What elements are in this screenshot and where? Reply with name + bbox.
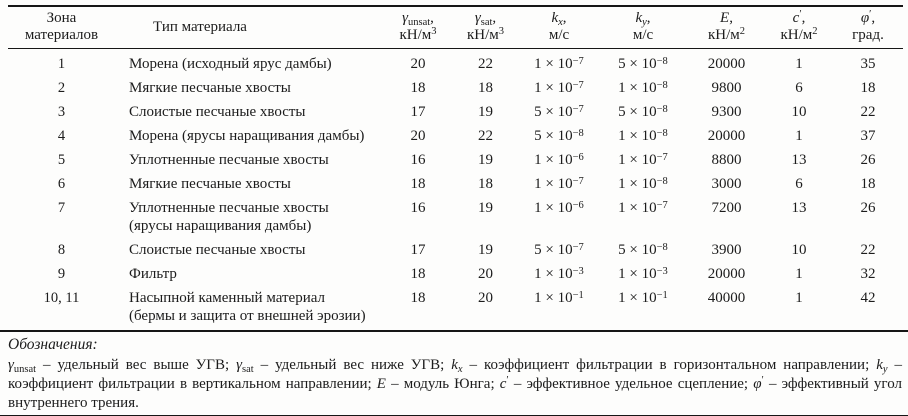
cell-kx: $1 \times 10^{-6}$	[534, 151, 584, 168]
cell-young-modulus: 3000	[711, 176, 742, 192]
cell-cohesion: 13	[791, 200, 807, 216]
cell-friction-angle: 22	[860, 104, 876, 120]
cell-gamma-sat: 18	[478, 80, 493, 96]
col-header-friction-angle: φ′, град.	[833, 6, 903, 49]
cell-zone: 3	[57, 104, 66, 120]
cell-ky: $1 \times 10^{-1}$	[618, 289, 668, 306]
cell-material-type: Слоистые песчаные хвосты	[129, 104, 306, 120]
cell-kx: $1 \times 10^{-6}$	[534, 199, 584, 216]
cell-gamma-unsat: 18	[410, 266, 426, 282]
col-header-gamma-unsat: $\gamma_{unsat}$, $кН/м^3$	[385, 6, 451, 49]
cell-young-modulus: 8800	[711, 152, 742, 168]
cell-zone: 5	[57, 152, 66, 168]
cell-zone: 7	[57, 200, 66, 216]
cell-gamma-sat: 19	[478, 152, 493, 168]
table-row	[8, 100, 903, 124]
cell-young-modulus: 20000	[707, 128, 746, 144]
cell-friction-angle: 18	[860, 80, 876, 96]
cell-gamma-sat: 20	[478, 266, 493, 282]
cell-friction-angle: 18	[860, 176, 876, 192]
table-row	[8, 49, 903, 77]
cell-gamma-unsat: 17	[410, 104, 426, 120]
table-row	[8, 76, 903, 100]
cell-ky: $5 \times 10^{-8}$	[618, 55, 668, 72]
cell-friction-angle: 42	[860, 290, 876, 306]
table-row	[8, 238, 903, 262]
notes-section	[0, 332, 908, 413]
cell-zone: 9	[57, 266, 66, 282]
cell-gamma-unsat: 17	[410, 242, 426, 258]
cell-gamma-unsat: 18	[410, 80, 426, 96]
col-header-young-modulus: E, $кН/м^2$	[688, 6, 765, 49]
cell-zone: 1	[57, 56, 66, 72]
cell-young-modulus: 9800	[711, 80, 742, 96]
notes-paragraph: $\gamma_{unsat}$ – удельный вес выше УГВ; $\gamma_{sat}$ – удельный вес ниже УГВ; $k_x$ – коэффициент фильтрации в горизонтальном направлении; $k_y$ – коэффициент фильтрации в вертикальном направлении; E – модуль Юнга; c′ – эффективное удельное сцепление; φ′ – эффективный угол внутреннего трения.	[8, 357, 902, 411]
table-row	[8, 196, 903, 238]
table-row	[8, 124, 903, 148]
cell-gamma-unsat: 20	[410, 56, 426, 72]
cell-young-modulus: 7200	[711, 200, 742, 216]
cell-cohesion: 6	[795, 176, 803, 192]
col-header-gamma-sat: $\gamma_{sat}$, $кН/м^3$	[451, 6, 520, 49]
cell-cohesion: 1	[795, 56, 803, 72]
col-header-cohesion: c′, $кН/м^2$	[765, 6, 833, 49]
cell-material-type: Насыпной каменный материал (бермы и защита от внешней эрозии)	[129, 290, 366, 324]
cell-gamma-sat: 19	[478, 242, 493, 258]
cell-material-type: Морена (ярусы наращивания дамбы)	[129, 128, 365, 144]
cell-gamma-sat: 22	[478, 56, 493, 72]
cell-zone: 10, 11	[43, 290, 80, 306]
cell-cohesion: 10	[791, 242, 807, 258]
material-properties-table	[8, 5, 903, 328]
cell-young-modulus: 20000	[707, 266, 746, 282]
cell-friction-angle: 26	[860, 152, 876, 168]
cell-gamma-unsat: 18	[410, 176, 426, 192]
cell-gamma-unsat: 20	[410, 128, 426, 144]
cell-material-type: Слоистые песчаные хвосты	[129, 242, 306, 258]
cell-friction-angle: 32	[860, 266, 876, 282]
cell-kx: $1 \times 10^{-1}$	[534, 289, 584, 306]
table-row	[8, 262, 903, 286]
table-row	[8, 286, 903, 328]
cell-young-modulus: 20000	[707, 56, 746, 72]
cell-ky: $5 \times 10^{-8}$	[618, 103, 668, 120]
cell-cohesion: 13	[791, 152, 807, 168]
cell-young-modulus: 3900	[711, 242, 742, 258]
cell-kx: $1 \times 10^{-7}$	[534, 55, 584, 72]
cell-gamma-sat: 20	[478, 290, 493, 306]
cell-ky: $1 \times 10^{-3}$	[618, 265, 668, 282]
cell-zone: 4	[57, 128, 66, 144]
cell-zone: 2	[57, 80, 66, 96]
cell-gamma-sat: 19	[478, 200, 493, 216]
table-body	[8, 49, 903, 329]
cell-young-modulus: 40000	[707, 290, 746, 306]
cell-young-modulus: 9300	[711, 104, 742, 120]
col-header-kx: $k_x$, м/с	[520, 6, 598, 49]
cell-ky: $1 \times 10^{-8}$	[618, 175, 668, 192]
cell-material-type: Фильтр	[129, 266, 177, 282]
notes-title: Обозначения:	[8, 336, 98, 353]
cell-ky: $1 \times 10^{-8}$	[618, 79, 668, 96]
cell-gamma-unsat: 18	[410, 290, 426, 306]
cell-zone: 8	[57, 242, 66, 258]
cell-material-type: Мягкие песчаные хвосты	[129, 176, 291, 192]
cell-gamma-sat: 22	[478, 128, 493, 144]
cell-kx: $5 \times 10^{-7}$	[534, 241, 584, 258]
cell-friction-angle: 22	[860, 242, 876, 258]
col-header-ky: $k_y$, м/с	[598, 6, 688, 49]
cell-material-type: Мягкие песчаные хвосты	[129, 80, 291, 96]
cell-cohesion: 1	[795, 290, 803, 306]
cell-kx: $5 \times 10^{-8}$	[534, 127, 584, 144]
col-header-zone: Зона материалов	[8, 6, 115, 49]
cell-cohesion: 10	[791, 104, 807, 120]
table-row	[8, 172, 903, 196]
cell-cohesion: 1	[795, 266, 803, 282]
header-row	[8, 6, 903, 49]
cell-ky: $1 \times 10^{-7}$	[618, 199, 668, 216]
cell-gamma-sat: 18	[478, 176, 493, 192]
cell-friction-angle: 26	[860, 200, 876, 216]
cell-zone: 6	[57, 176, 66, 192]
cell-gamma-unsat: 16	[410, 200, 426, 216]
cell-gamma-unsat: 16	[410, 152, 426, 168]
cell-friction-angle: 35	[860, 56, 876, 72]
cell-kx: $1 \times 10^{-7}$	[534, 175, 584, 192]
cell-ky: $1 \times 10^{-7}$	[618, 151, 668, 168]
cell-material-type: Морена (исходный ярус дамбы)	[129, 56, 332, 72]
cell-ky: $5 \times 10^{-8}$	[618, 241, 668, 258]
table-header	[8, 6, 903, 49]
col-header-material-type: Тип материала	[115, 6, 385, 49]
cell-ky: $1 \times 10^{-8}$	[618, 127, 668, 144]
table-row	[8, 148, 903, 172]
cell-kx: $5 \times 10^{-7}$	[534, 103, 584, 120]
cell-friction-angle: 37	[860, 128, 876, 144]
cell-kx: $1 \times 10^{-7}$	[534, 79, 584, 96]
cell-kx: $1 \times 10^{-3}$	[534, 265, 584, 282]
cell-material-type: Уплотненные песчаные хвосты	[129, 152, 329, 168]
cell-gamma-sat: 19	[478, 104, 493, 120]
cell-cohesion: 1	[795, 128, 803, 144]
cell-material-type: Уплотненные песчаные хвосты (ярусы наращивания дамбы)	[129, 200, 329, 234]
cell-cohesion: 6	[795, 80, 803, 96]
